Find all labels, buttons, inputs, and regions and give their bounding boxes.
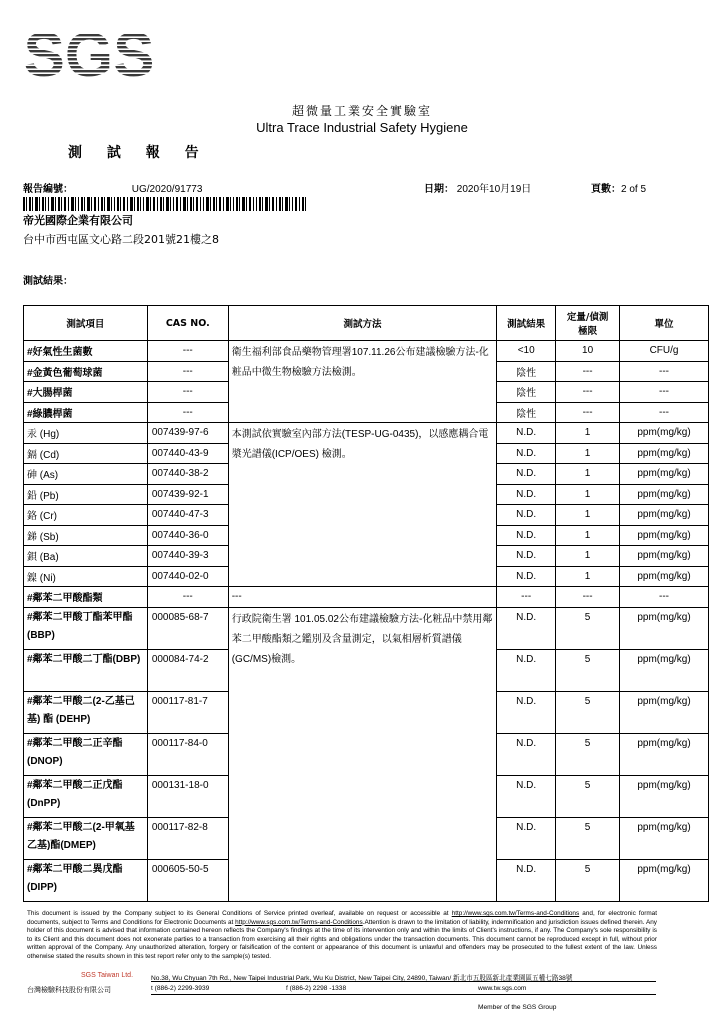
footer-phone: t (886-2) 2299-3939 bbox=[151, 985, 210, 992]
client-company: 帝光國際企業有限公司 bbox=[23, 214, 133, 227]
footer-company-en: SGS Taiwan Ltd. bbox=[81, 972, 134, 979]
document-title: 測 試 報 告 bbox=[68, 145, 209, 161]
item-cell: #綠膿桿菌 bbox=[24, 402, 148, 423]
cas-cell: 000117-81-7 bbox=[147, 691, 228, 733]
limit-cell: 5 bbox=[556, 607, 620, 649]
header-limit: 定量/偵測 極限 bbox=[556, 306, 620, 341]
footer-member: Member of the SGS Group bbox=[478, 1004, 557, 1011]
item-cell: 汞 (Hg) bbox=[24, 423, 148, 444]
method-cell: 本測試依實驗室內部方法(TESP-UG-0435)，以感應耦合電漿光譜儀(ICP/OES) 檢測。 bbox=[228, 423, 497, 587]
lab-name-cn: 超微量工業安全實驗室 bbox=[291, 104, 432, 118]
item-cell: 鉻 (Cr) bbox=[24, 505, 148, 526]
cas-cell: --- bbox=[147, 402, 228, 423]
cas-cell: --- bbox=[147, 361, 228, 382]
result-cell: N.D. bbox=[497, 505, 556, 526]
result-cell: N.D. bbox=[497, 566, 556, 587]
footer-fax: f (886-2) 2298 -1338 bbox=[286, 985, 347, 992]
cas-cell: 007440-47-3 bbox=[147, 505, 228, 526]
cas-cell: 000605-50-5 bbox=[147, 859, 228, 901]
header-method: 測試方法 bbox=[228, 306, 497, 341]
result-cell: <10 bbox=[497, 341, 556, 362]
item-cell: 銻 (Sb) bbox=[24, 525, 148, 546]
unit-cell: ppm(mg/kg) bbox=[620, 443, 709, 464]
item-cell: #鄰苯二甲酸二(2-甲氧基乙基)酯(DMEP) bbox=[24, 817, 148, 859]
method-cell: 衛生福利部食品藥物管理署107.11.26公布建議檢驗方法-化粧品中微生物檢驗方法檢測。 bbox=[228, 341, 497, 423]
item-cell: #鄰苯二甲酸二正辛酯(DNOP) bbox=[24, 733, 148, 775]
limit-cell: 1 bbox=[556, 546, 620, 567]
electronic-terms-link[interactable]: http://www.sgs.com.tw/Terms-and-Conditions bbox=[235, 918, 363, 926]
limit-cell: 1 bbox=[556, 423, 620, 444]
item-cell: 砷 (As) bbox=[24, 464, 148, 485]
cas-cell: 007440-43-9 bbox=[147, 443, 228, 464]
sgs-logo bbox=[23, 10, 155, 96]
cas-cell: 007440-39-3 bbox=[147, 546, 228, 567]
cas-cell: 007440-38-2 bbox=[147, 464, 228, 485]
limit-cell: 10 bbox=[556, 341, 620, 362]
limit-cell: 5 bbox=[556, 817, 620, 859]
header-cas: CAS NO. bbox=[147, 306, 228, 341]
limit-cell: --- bbox=[556, 587, 620, 608]
unit-cell: ppm(mg/kg) bbox=[620, 484, 709, 505]
limit-cell: --- bbox=[556, 382, 620, 403]
table-row bbox=[24, 587, 709, 608]
item-cell: #鄰苯二甲酸二異戊酯(DIPP) bbox=[24, 859, 148, 901]
result-cell: N.D. bbox=[497, 484, 556, 505]
footer-divider bbox=[151, 994, 656, 995]
unit-cell: ppm(mg/kg) bbox=[620, 649, 709, 691]
limit-cell: 5 bbox=[556, 775, 620, 817]
unit-cell: ppm(mg/kg) bbox=[620, 525, 709, 546]
item-cell: #好氣性生菌數 bbox=[24, 341, 148, 362]
unit-cell: ppm(mg/kg) bbox=[620, 691, 709, 733]
table-row bbox=[24, 607, 709, 649]
results-label: 測試結果： bbox=[23, 276, 73, 287]
result-cell: 陰性 bbox=[497, 361, 556, 382]
unit-cell: ppm(mg/kg) bbox=[620, 775, 709, 817]
unit-cell: ppm(mg/kg) bbox=[620, 607, 709, 649]
report-number: 報告編號： UG/2020/91773 bbox=[23, 184, 203, 195]
footer-address: No.38, Wu Chyuan 7th Rd., New Taipei Industrial Park, Wu Ku District, New Taipei City, 24890, Taiwan/ 新北市五股區新北產業園區五權七路38號 bbox=[151, 975, 573, 982]
result-cell: N.D. bbox=[497, 423, 556, 444]
item-cell: #鄰苯二甲酸二正戊酯(DnPP) bbox=[24, 775, 148, 817]
item-cell: #鄰苯二甲酸酯類 bbox=[24, 587, 148, 608]
unit-cell: ppm(mg/kg) bbox=[620, 733, 709, 775]
limit-cell: 1 bbox=[556, 484, 620, 505]
result-cell: N.D. bbox=[497, 775, 556, 817]
limit-cell: 5 bbox=[556, 859, 620, 901]
limit-cell: 5 bbox=[556, 733, 620, 775]
client-address: 台中市西屯區文心路二段201號21樓之8 bbox=[23, 233, 219, 246]
item-cell: #大腸桿菌 bbox=[24, 382, 148, 403]
unit-cell: ppm(mg/kg) bbox=[620, 464, 709, 485]
logo-text: SGS bbox=[23, 21, 155, 90]
cas-cell: 007440-36-0 bbox=[147, 525, 228, 546]
unit-cell: ppm(mg/kg) bbox=[620, 505, 709, 526]
unit-cell: ppm(mg/kg) bbox=[620, 423, 709, 444]
item-cell: #鄰苯二甲酸二(2-乙基己基) 酯 (DEHP) bbox=[24, 691, 148, 733]
unit-cell: ppm(mg/kg) bbox=[620, 817, 709, 859]
unit-cell: --- bbox=[620, 587, 709, 608]
limit-cell: --- bbox=[556, 402, 620, 423]
limit-cell: --- bbox=[556, 361, 620, 382]
footer-website[interactable]: www.tw.sgs.com bbox=[478, 985, 527, 992]
table-row bbox=[24, 423, 709, 444]
item-cell: 鋇 (Ba) bbox=[24, 546, 148, 567]
limit-cell: 1 bbox=[556, 525, 620, 546]
limit-cell: 1 bbox=[556, 464, 620, 485]
result-cell: N.D. bbox=[497, 691, 556, 733]
result-cell: N.D. bbox=[497, 817, 556, 859]
terms-link[interactable]: http://www.sgs.com.tw/Terms-and-Conditions bbox=[451, 910, 580, 917]
cas-cell: --- bbox=[147, 587, 228, 608]
cas-cell: --- bbox=[147, 341, 228, 362]
limit-cell: 5 bbox=[556, 649, 620, 691]
result-cell: N.D. bbox=[497, 607, 556, 649]
footer-disclaimer: This document is issued by the Company subject to its General Conditions of Service printed overleaf, available on request or accessible at http://www.sgs.com.tw/Terms-and-Conditions and, for electronic format documents, subject to Terms and Conditions for Electronic Documents at http://www.sgs.com.tw/Terms-and-Conditions.Attention is drawn to the limitation of liability, indemnification and jurisdiction issues defined therein. Any holder of this document is advised that information contained hereon reflects the Company's findings at the time of its intervention only and within the limits of Client's instructions, if any. The Company's sole responsibility is to its Client and this document does not exonerate parties to a transaction from exercising all their rights and obligations under the transaction documents. This document cannot be reproduced except in full, without prior written approval of the Company. Any unauthorized alteration, forgery or falsification of the content or appearance of this document is unlawful and offenders may be prosecuted to the fullest extent of the law. Unless otherwise stated the results shown in this test report refer only to the sample(s) tested. bbox=[27, 910, 657, 960]
cas-cell: 007439-92-1 bbox=[147, 484, 228, 505]
limit-cell: 1 bbox=[556, 443, 620, 464]
item-cell: 鉛 (Pb) bbox=[24, 484, 148, 505]
header-result: 測試結果 bbox=[497, 306, 556, 341]
cas-cell: 007439-97-6 bbox=[147, 423, 228, 444]
cas-cell: --- bbox=[147, 382, 228, 403]
result-cell: 陰性 bbox=[497, 382, 556, 403]
result-cell: N.D. bbox=[497, 464, 556, 485]
result-cell: 陰性 bbox=[497, 402, 556, 423]
cas-cell: 000084-74-2 bbox=[147, 649, 228, 691]
header-item: 測試項目 bbox=[24, 306, 148, 341]
footer-company-cn: 台灣檢驗科技股份有限公司 bbox=[27, 986, 111, 994]
item-cell: #鄰苯二甲酸丁酯苯甲酯(BBP) bbox=[24, 607, 148, 649]
page-count: 頁數：2 of 5 bbox=[591, 184, 647, 195]
results-table bbox=[23, 305, 709, 902]
unit-cell: --- bbox=[620, 402, 709, 423]
unit-cell: --- bbox=[620, 382, 709, 403]
table-row bbox=[24, 341, 709, 362]
result-cell: N.D. bbox=[497, 649, 556, 691]
result-cell: N.D. bbox=[497, 525, 556, 546]
result-cell: N.D. bbox=[497, 733, 556, 775]
item-cell: #金黃色葡萄球菌 bbox=[24, 361, 148, 382]
report-date: 日期： 2020年10月19日 bbox=[424, 184, 532, 195]
header-unit: 單位 bbox=[620, 306, 709, 341]
cas-cell: 007440-02-0 bbox=[147, 566, 228, 587]
limit-cell: 1 bbox=[556, 566, 620, 587]
item-cell: #鄰苯二甲酸二丁酯(DBP) bbox=[24, 649, 148, 691]
cas-cell: 000085-68-7 bbox=[147, 607, 228, 649]
limit-cell: 5 bbox=[556, 691, 620, 733]
lab-name-en: Ultra Trace Industrial Safety Hygiene bbox=[256, 120, 468, 135]
limit-cell: 1 bbox=[556, 505, 620, 526]
method-cell: --- bbox=[228, 587, 497, 608]
unit-cell: CFU/g bbox=[620, 341, 709, 362]
unit-cell: --- bbox=[620, 361, 709, 382]
unit-cell: ppm(mg/kg) bbox=[620, 566, 709, 587]
result-cell: --- bbox=[497, 587, 556, 608]
cas-cell: 000131-18-0 bbox=[147, 775, 228, 817]
unit-cell: ppm(mg/kg) bbox=[620, 546, 709, 567]
result-cell: N.D. bbox=[497, 859, 556, 901]
item-cell: 鎳 (Ni) bbox=[24, 566, 148, 587]
method-cell: 行政院衛生署 101.05.02公布建議檢驗方法-化粧品中禁用鄰苯二甲酸酯類之鑑別及含量測定，以氣相層析質譜儀(GC/MS)檢測。 bbox=[228, 607, 497, 901]
cas-cell: 000117-82-8 bbox=[147, 817, 228, 859]
cas-cell: 000117-84-0 bbox=[147, 733, 228, 775]
table-header-row bbox=[24, 306, 709, 341]
result-cell: N.D. bbox=[497, 443, 556, 464]
result-cell: N.D. bbox=[497, 546, 556, 567]
unit-cell: ppm(mg/kg) bbox=[620, 859, 709, 901]
barcode bbox=[23, 197, 306, 211]
item-cell: 鎘 (Cd) bbox=[24, 443, 148, 464]
